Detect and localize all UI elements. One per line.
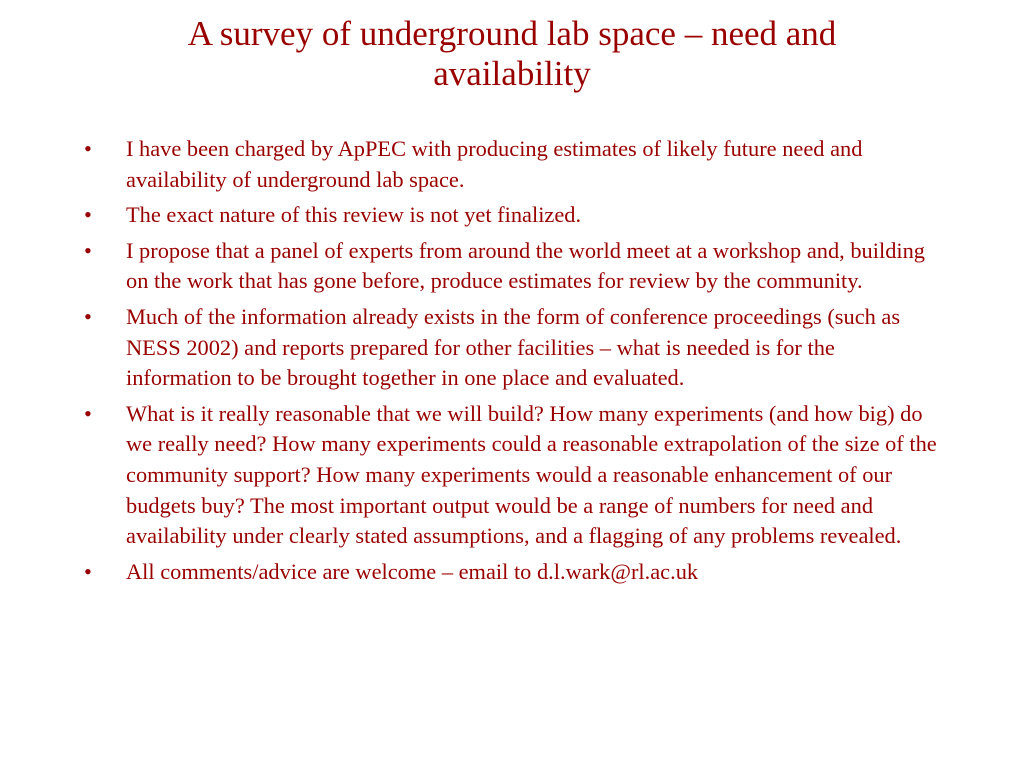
bullet-item bbox=[84, 399, 944, 552]
slide-title bbox=[100, 14, 924, 93]
bullet-text: Much of the information already exists in the form of conference proceedings (such as NESS 2002) and reports prepared for other facilities – what is needed is for the information to be brought together in one place and evaluated. bbox=[126, 303, 901, 391]
bullet-item bbox=[84, 557, 944, 588]
bullet-text: I have been charged by ApPEC with producing estimates of likely future need and availability of underground lab space. bbox=[126, 136, 863, 192]
slide-title-line-2: availability bbox=[433, 53, 591, 93]
bullet-text: I propose that a panel of experts from around the world meet at a workshop and, building on the work that has gone before, produce estimates for review by the community. bbox=[126, 237, 926, 294]
bullet-text: All comments/advice are welcome – email to d.l.wark@rl.ac.uk bbox=[126, 558, 699, 584]
bullet-icon: • bbox=[84, 237, 92, 263]
bullet-icon: • bbox=[84, 136, 92, 161]
bullet-icon: • bbox=[84, 303, 92, 329]
slide-title-line-1: A survey of underground lab space – need and bbox=[187, 14, 837, 53]
bullet-item bbox=[84, 200, 944, 231]
bullet-icon: • bbox=[84, 202, 92, 228]
bullet-item bbox=[84, 302, 944, 394]
bullet-list bbox=[84, 134, 944, 592]
bullet-text: What is it really reasonable that we will build? How many experiments (and how big) do we really need? How many experiments could a reasonable extrapolation of the size of the community support? How many experiments would a reasonable enhancement of our budgets buy? The most important output would be a range of numbers for need and availability under clearly stated assumptions, and a flagging of any problems revealed. bbox=[126, 400, 937, 549]
bullet-text: The exact nature of this review is not yet finalized. bbox=[126, 202, 582, 228]
bullet-item bbox=[84, 134, 944, 195]
bullet-icon: • bbox=[84, 558, 92, 584]
bullet-icon: • bbox=[84, 400, 92, 426]
bullet-item bbox=[84, 236, 944, 297]
